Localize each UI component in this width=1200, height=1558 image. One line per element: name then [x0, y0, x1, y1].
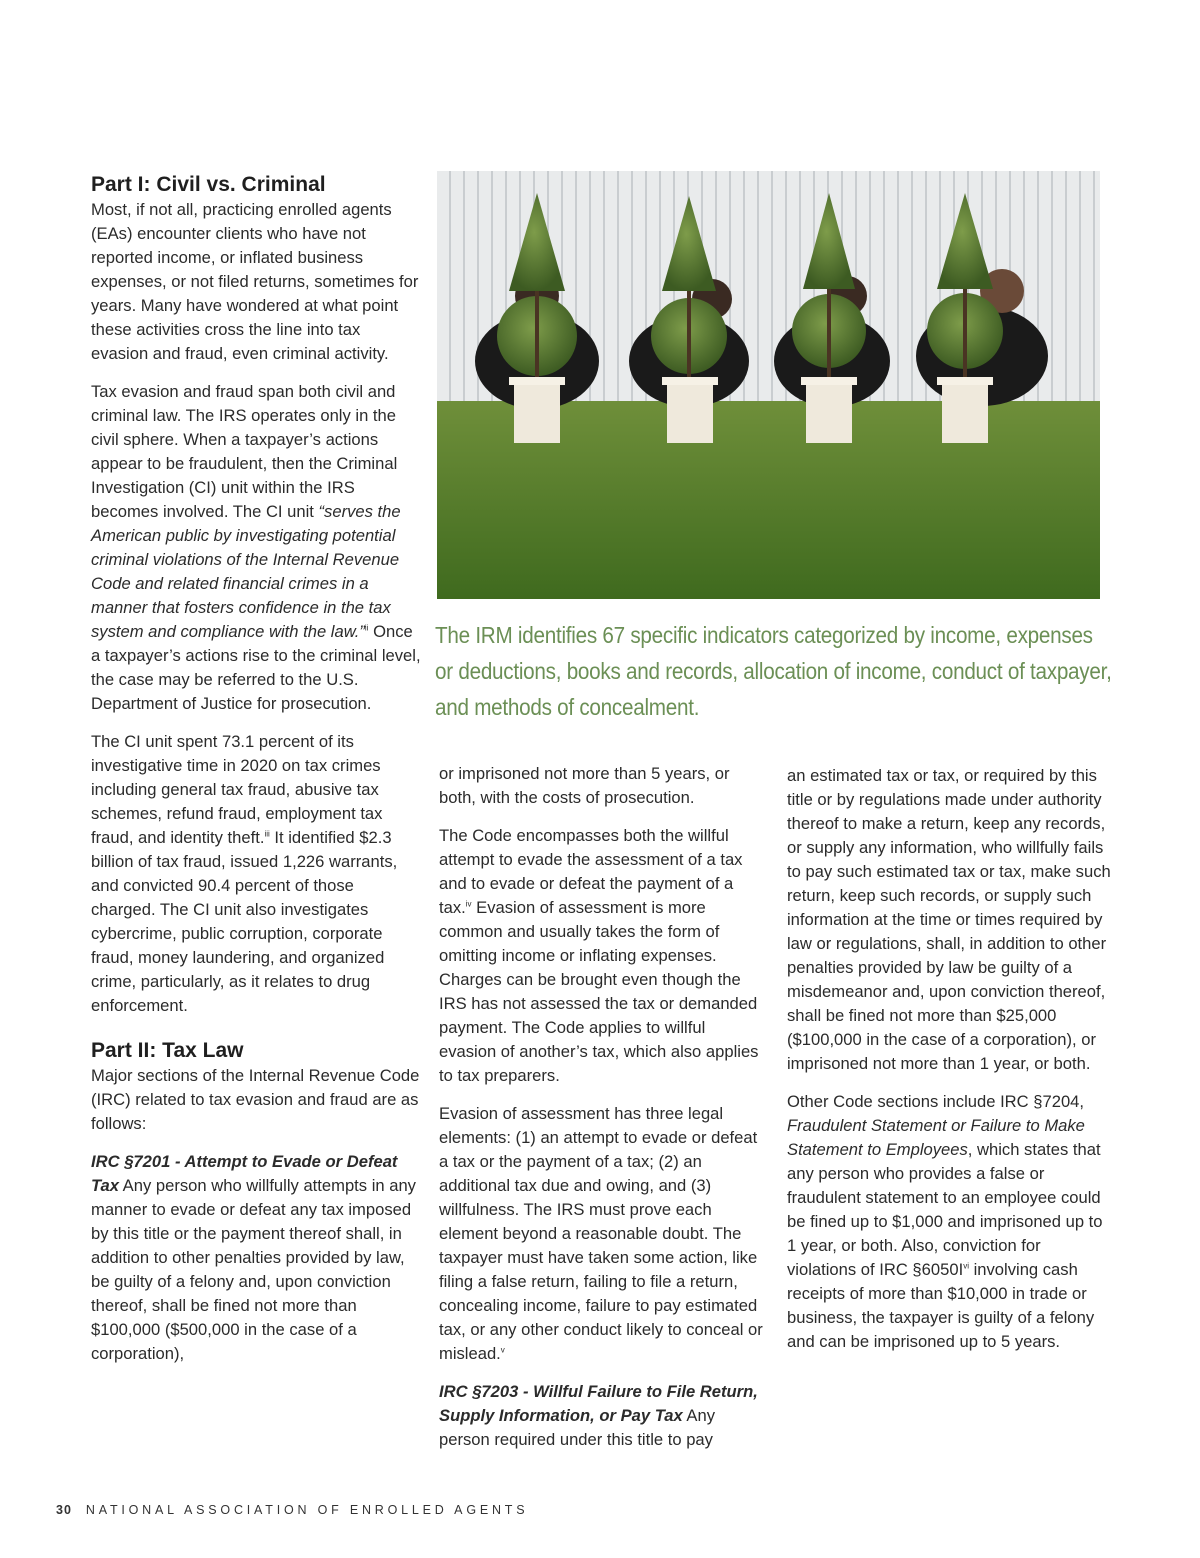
paragraph-text: involving cash receipts of more than $10,000 in trade or business, the taxpayer is guilty of a felony and can be imprisoned up to 5 years. — [787, 1260, 1095, 1351]
paragraph — [439, 1102, 764, 1366]
paragraph — [787, 764, 1112, 1076]
paragraph-text: It identified $2.3 billion of tax fraud, issued 1,226 warrants, and convicted 90.4 percent of those charged. The CI unit also investigates cybercrime, public corruption, corporate fraud, money laundering, and organized crime, particularly, as it relates to drug enforcement. — [91, 828, 398, 1015]
paragraph-text: or imprisoned not more than 5 years, or both, with the costs of prosecution. — [439, 764, 730, 807]
paragraph-text: Other Code sections include IRC §7204, — [787, 1092, 1085, 1111]
section-heading-part-2: Part II: Tax Law — [91, 1039, 244, 1062]
footnote-ref: vi — [963, 1261, 969, 1271]
paragraph-text: Evasion of assessment has three legal elements: (1) an attempt to evade or defeat a tax or the payment of a tax; (2) an additional tax due and owing, and (3) willfulness. The IRS must prove each element beyond a reasonable doubt. The taxpayer must have taken some action, like filing a false return, failing to file a return, concealing income, failure to pay estimated tax, or any other conduct likely to conceal or mislead. — [439, 1104, 763, 1363]
paragraph-text: Any person required under this title to pay — [439, 1406, 716, 1449]
paragraph-text: Most, if not all, practicing enrolled agents (EAs) encounter clients who have not reported income, or inflated business expenses, or not filed returns, sometimes for years. Many have wondered at what point these activities cross the line into tax evasion and fraud, even criminal activity. — [91, 200, 419, 363]
paragraph-text: Major sections of the Internal Revenue Code (IRC) related to tax evasion and fraud are as follows: — [91, 1066, 420, 1133]
photo-caption: The IRM identifies 67 specific indicators categorized by income, expenses or deductions, books and records, allocation of income, conduct of taxpayer, and methods of concealment. — [435, 622, 1112, 720]
page-footer — [56, 1503, 528, 1517]
paragraph — [91, 1150, 421, 1366]
footnote-ref: v — [500, 1345, 505, 1355]
publication-name: NATIONAL ASSOCIATION OF ENROLLED AGENTS — [85, 1503, 529, 1517]
footnote-ref: ii — [364, 623, 369, 633]
paragraph — [439, 1380, 764, 1452]
paragraph-text: Any person who willfully attempts in any manner to evade or defeat any tax imposed by this title or the payment thereof shall, in addition to other penalties provided by law, be guilty of a felony and, upon conviction thereof, shall be fined not more than $100,000 ($500,000 in the case of a corporation), — [91, 1176, 416, 1363]
paragraph-text: The CI unit spent 73.1 percent of its investigative time in 2020 on tax crimes including general tax fraud, abusive tax schemes, refund fraud, employment tax fraud, and identity theft. — [91, 732, 383, 847]
paragraph-text: an estimated tax or tax, or required by this title or by regulations made under authority thereof to make a return, keep any records, or supply any information, who willfully fails to pay such estimated tax or tax, make such return, keep such records, or supply such information at the time or times required by law or regulations, shall, in addition to other penalties provided by law be guilty of a misdemeanor and, upon conviction thereof, shall be fined not more than $25,000 ($100,000 in the case of a corporation), or imprisoned not more than 1 year, or both. — [787, 766, 1111, 1073]
paragraph — [91, 1064, 421, 1136]
paragraph-text: Tax evasion and fraud span both civil and criminal law. The IRS operates only in the civil sphere. When a taxpayer’s actions appear to be fraudulent, then the Criminal Investigation (CI) unit within the IRS becomes involved. The CI unit — [91, 382, 398, 521]
column-right — [787, 764, 1112, 1368]
paragraph-text: The Code encompasses both the willful attempt to evade the assessment of a tax and to evade or defeat the payment of a tax. — [439, 826, 743, 917]
paragraph-text: Evasion of assessment is more common and usually takes the form of omitting income or inflating expenses. Charges can be brought even though the IRS has not assessed the tax or demanded payment. The Code applies to willful evasion of another’s tax, which also applies to tax preparers. — [439, 898, 759, 1085]
irc-7201-title: IRC §7201 - Attempt to Evade or Defeat Tax — [91, 1152, 398, 1195]
column-middle — [439, 762, 764, 1466]
paragraph-text: , which states that any person who provides a false or fraudulent statement to an employee could be fined up to $1,000 and imprisoned up to 1 year, or both. Also, conviction for violations of IRC §6050I — [787, 1140, 1103, 1279]
section-heading-part-1: Part I: Civil vs. Criminal — [91, 173, 326, 196]
paragraph — [787, 1090, 1112, 1354]
paragraph — [91, 198, 421, 366]
paragraph — [91, 730, 421, 1018]
page-number: 30 — [56, 1503, 72, 1517]
irc-7204-title: Fraudulent Statement or Failure to Make Statement to Employees — [787, 1116, 1085, 1159]
paragraph-text: Once a taxpayer’s actions rise to the criminal level, the case may be referred to the U.S. Department of Justice for prosecution. — [91, 622, 421, 713]
column-left — [91, 172, 421, 1380]
paragraph — [91, 380, 421, 716]
paragraph — [439, 824, 764, 1088]
paragraph — [439, 762, 764, 810]
irc-7203-title: IRC §7203 - Willful Failure to File Return, Supply Information, or Pay Tax — [439, 1382, 758, 1425]
ci-mission-quote: “serves the American public by investigating potential criminal violations of the Internal Revenue Code and related financial crimes in a manner that fosters confidence in the tax system and compliance with the law.” — [91, 502, 401, 641]
topiary-binoculars-photo — [437, 171, 1100, 599]
footnote-ref: iv — [465, 899, 472, 909]
footnote-ref: iii — [264, 829, 270, 839]
